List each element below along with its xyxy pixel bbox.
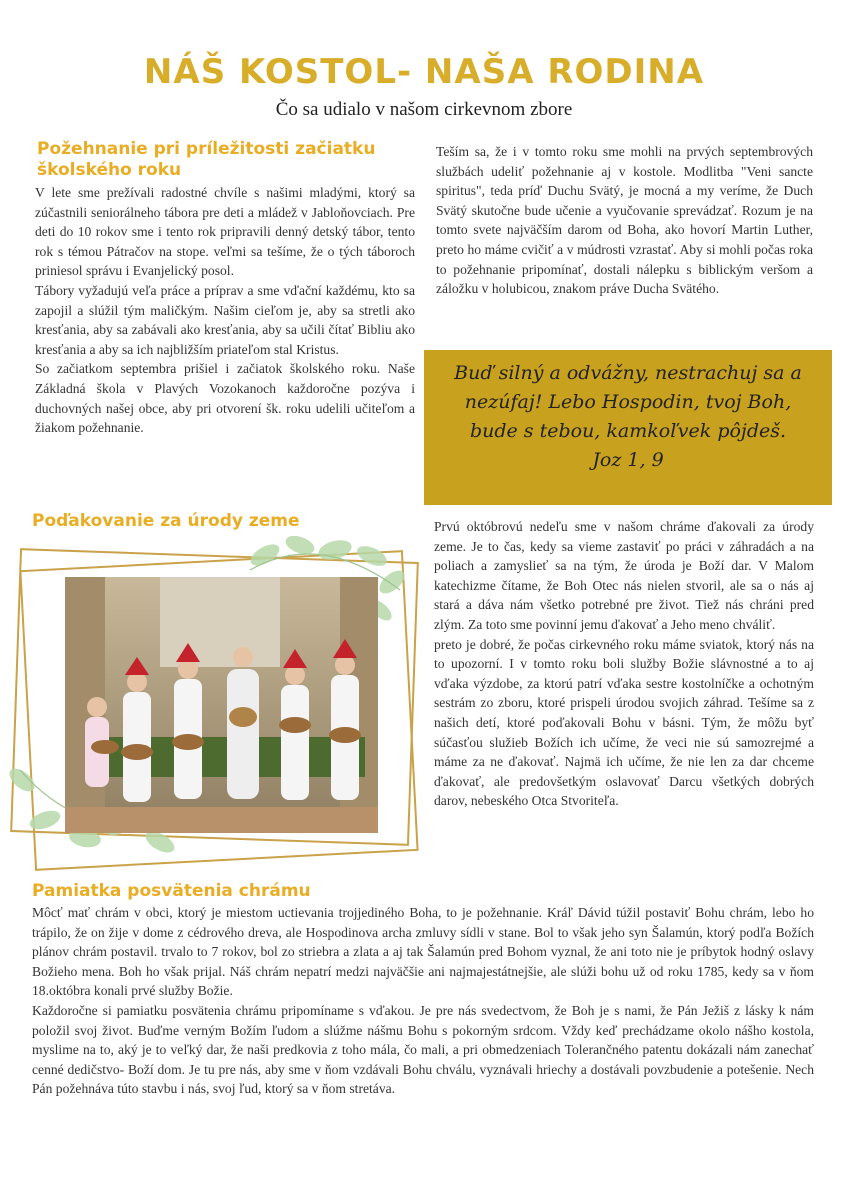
paragraph: Teším sa, že i v tomto roku sme mohli na prvých septembrových službách udeliť požehnanie aj v kostole. Modlitba "Veni sancte spiritus", teda príď Duchu Svätý, je mocná a my veríme, že Duch Svätý skutočne bude učenie a vyučovanie sprevádzať. Rozum je na tomto svete najväčším darom od Boha, ako hovorí Martin Luther, preto ho máme cvičiť a v múdrosti vzrastať. Aby si mohli počas roka to požehnanie pripomínať, dostali nálepku s biblickým veršom a záložku v holubicou, znakom práve Ducha Svätého. <box>436 144 813 297</box>
paragraph: Prvú októbrovú nedeľu sme v našom chráme ďakovali za úrody zeme. Je to čas, kedy sa vieme zastaviť po práci v záhradách a na poliach a zamyslieť sa na tým, že úroda je Boží dar. V Malom katechizme čítame, že Boh Otec nás nielen stvoril, ale sa o nás aj stará a dáva nám všetko potrebné pre život. Tiež nás chráni pred zlým. Za toto sme povinní jemu ďakovať a Jeho meno chváliť. <box>434 519 814 632</box>
paragraph: So začiatkom septembra prišiel i začiatok školského roku. Naše Základná škola v Plavých Vozokanoch každoročne pozýva i duchovných našej obce, aby pri otvorení šk. roku udelili učiteľom a žiakom požehnanie. <box>35 361 415 436</box>
paragraph: Tábory vyžadujú veľa práce a príprav a sme vďační každému, kto sa zapojil a slúžil tým maličkým. Našim cieľom je, aby sa stretli ako kresťania, aby sa zabávali ako kresťania, aby sa učili čítať Bibliu ako kresťania a aby sa ich najbližším priateľom stal Kristus. <box>35 282 415 357</box>
bible-quote-box <box>424 350 832 505</box>
section-blessing-right-text <box>436 142 813 299</box>
paragraph: V lete sme prežívali radostné chvíle s našimi mladými, ktorý sa zúčastnili seniorálneho tábora pre deti a mládež v Jabloňovciach. Pre deti do 10 rokov sme i tento rok pripravili denný detský tábor, tento rok s témou Pátračov na stope. veľmi sa tešíme, že o tých táboroch priniesol správu i Evanjelický posol. <box>35 185 415 279</box>
page-title: NÁŠ KOSTOL- NAŠA RODINA <box>143 52 705 92</box>
section-blessing-text <box>35 183 415 438</box>
section-harvest-text <box>434 517 814 811</box>
quote-text: Buď silný a odvážny, nestrachuj sa a nezúfaj! Lebo Hospodin, tvoj Boh, bude s tebou, kamkoľvek pôjdeš. <box>454 362 802 442</box>
section-consecration-text <box>32 903 814 1099</box>
section-heading-blessing: Požehnanie pri príležitosti začiatku školského roku <box>37 139 376 180</box>
paragraph: Môcť mať chrám v obci, ktorý je miestom uctievania trojjediného Boha, to je požehnanie. Kráľ Dávid túžil postaviť Bohu chrám, lebo ho trápilo, že on žije v dome z cédrového dreva, ale Hospodinova archa zmluvy sídli v stane. Bol to však jeho syn Šalamún, ktorý podľa Božích plánov chrám postavil. trvalo to 7 rokov, bol zo striebra a zlata a aj tak Šalamún pred Bohom vyznal, že ani toto nie je príbytok hodný oslavy Božieho mena. Boh ho však prijal. Náš chrám nepatrí medzi najväčšie ani najmajestátnejšie, ale slúži bohu už od roku 1785, kedy sa v ňom 18.októbra konali prvé služby Božie. <box>32 905 814 999</box>
section-heading-harvest: Poďakovanie za úrody zeme <box>32 511 300 531</box>
paragraph: Každoročne si pamiatku posvätenia chrámu pripomíname s vďakou. Je pre nás svedectvom, že Boh je s nami, že Pán Ježiš z lásky k nám položil svoj život. Buďme verným Božím ľudom a slúžme nášmu Bohu s pokorným srdcom. Vždy keď prechádzame okolo nášho kostola, myslime na to, aký je to veľký dar, že naši predkovia z toho mála, čo mali, a pri obmedzeniach Tolerančného patentu dokázali nám zanechať cenné dedičstvo- Boží dom. Je tu pre nás, aby sme v ňom vzdávali Bohu chválu, vyznávali hriechy a dostávali povzbudenie a potešenie. Nech Pán požehnáva túto stavbu i nás, svoj ľud, ktorý sa v ňom stretáva. <box>32 1002 814 1097</box>
paragraph: preto je dobré, že počas cirkevného roku máme sviatok, ktorý nás na to upozorní. I v tomto roku boli služby Božie slávnostné a to aj vďaka výzdobe, za ktorú patrí vďaka sestre kostolníčke a ochotným sestrám zo zboru, ktoré prispeli úrodou svojich záhrad. Tešíme sa z našich detí, ktoré poďakovali Bohu v básni. Tým, že môžu byť súčasťou služieb Božích ich učíme, že veci nie sú samozrejmé a máme za ne ďakovať. Najmä ich učíme, že nie len za dar chceme ďakovať, ale predovšetkým oslavovať Darcu všetkých dobrých darov, nebeského Otca Stvoriteľa. <box>434 636 814 809</box>
page-subtitle: Čo sa udialo v našom cirkevnom zbore <box>275 99 573 120</box>
section-heading-consecration: Pamiatka posvätenia chrámu <box>32 881 311 901</box>
harvest-children-photo <box>65 577 378 833</box>
quote-reference: Joz 1, 9 <box>592 449 664 471</box>
